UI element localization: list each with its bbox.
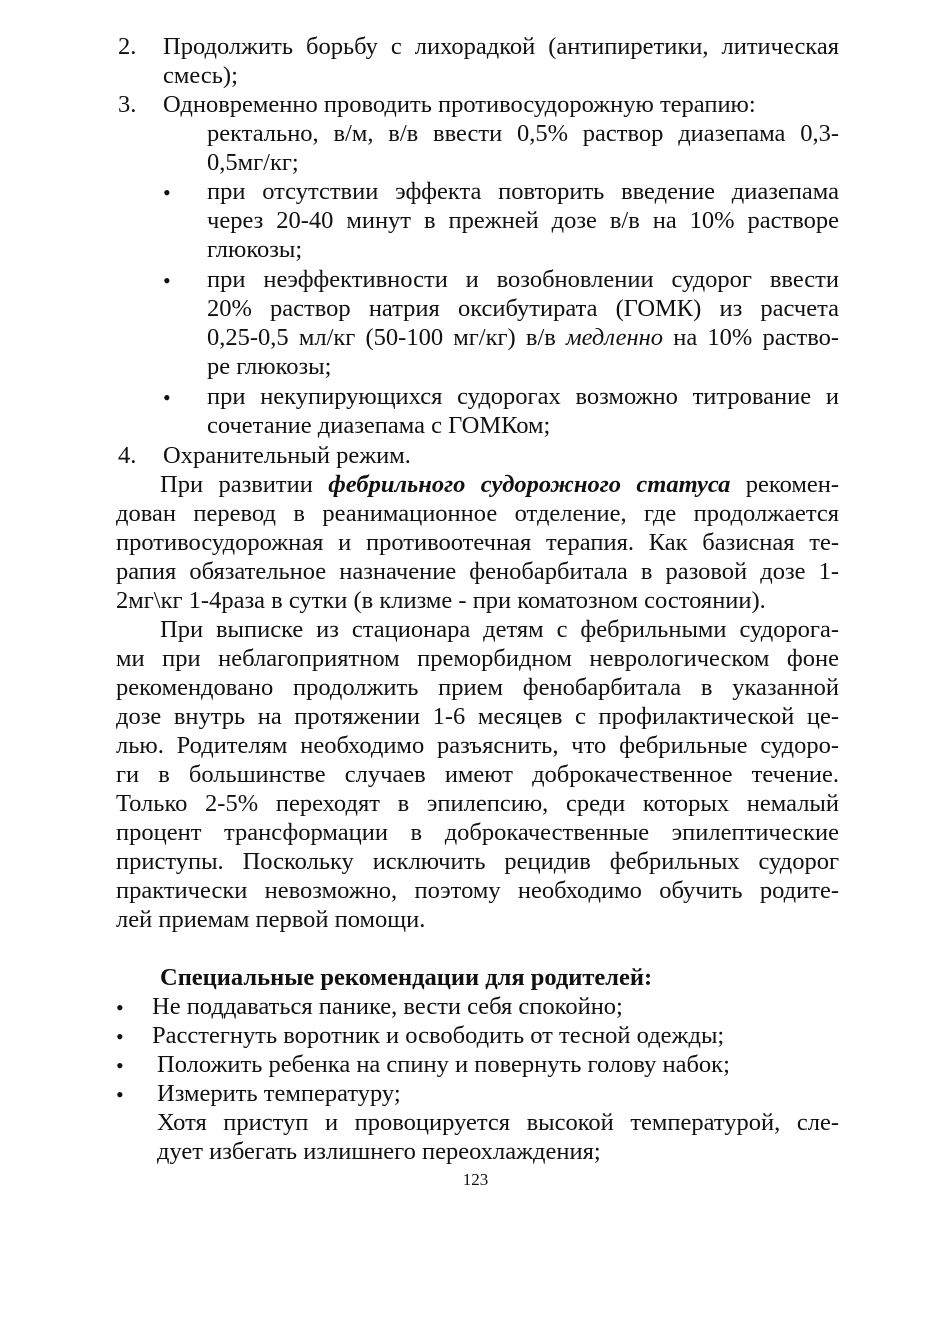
item3-sub2-line3-italic: медленно (566, 324, 664, 351)
item3-sub0-line1: ректально, в/м, в/в ввести 0,5% раствор диазепама 0,3- (207, 120, 839, 147)
para2-line7: Только 2-5% переходят в эпилепсию, среди которых немалый (116, 790, 839, 817)
list-number-4: 4. (118, 442, 137, 469)
item2-line2: смесь); (163, 62, 238, 89)
item3-line1: Одновременно проводить противосудорожную терапию: (163, 91, 756, 118)
para2-line10: практически невозможно, поэтому необходимо обучить родите- (116, 877, 839, 904)
bullet-icon: • (116, 1024, 124, 1049)
bullet-icon: • (163, 385, 171, 410)
para2-line1: При выписке из стационара детям с фебрильными судорога- (160, 616, 839, 643)
item3-sub1-line3: глюкозы; (207, 236, 303, 263)
para2-line9: приступы. Поскольку исключить рецидив фебрильных судорог (116, 848, 839, 875)
item3-sub2-line3 (207, 323, 839, 352)
item3-sub2-line3-post: на 10% раство- (673, 324, 840, 351)
para1-line4: рапия обязательное назначение фенобарбитала в разовой дозе 1- (116, 558, 839, 585)
bullet-icon: • (163, 180, 171, 205)
rec-4: Измерить температуру; (157, 1080, 401, 1107)
item3-sub1-line2: через 20-40 минут в прежней дозе в/в на 10% растворе (207, 207, 839, 234)
para1-line1-post: рекомен- (745, 471, 840, 498)
para1-term: фебрильного судорожного статуса (328, 471, 731, 498)
bullet-icon: • (116, 1053, 124, 1078)
rec-4-cont2: дует избегать излишнего переохлаждения; (157, 1138, 601, 1165)
para2-line8: процент трансформации в доброкачественные эпилептические (116, 819, 839, 846)
para1-line2: дован перевод в реанимационное отделение, где продолжается (116, 500, 839, 527)
item3-sub3-line1: при некупирующихся судорогах возможно титрование и (207, 383, 839, 410)
item3-sub1-line1: при отсутствии эффекта повторить введение диазепама (207, 178, 839, 205)
item3-sub2-line4: ре глюкозы; (207, 353, 332, 380)
rec-2: Расстегнуть воротник и освободить от тесной одежды; (152, 1022, 725, 1049)
section-heading: Специальные рекомендации для родителей: (160, 964, 653, 991)
bullet-icon: • (116, 995, 124, 1020)
bullet-icon: • (163, 268, 171, 293)
list-number-3: 3. (118, 91, 137, 118)
para2-line5: лью. Родителям необходимо разъяснить, что фебрильные судоро- (116, 732, 839, 759)
list-number-2: 2. (118, 33, 137, 60)
item4-line1: Охранительный режим. (163, 442, 411, 469)
item3-sub3-line2: сочетание диазепама с ГОМКом; (207, 412, 551, 439)
bullet-icon: • (116, 1082, 124, 1107)
para2-line2: ми при неблагоприятном преморбидном неврологическом фоне (116, 645, 839, 672)
para2-line6: ги в большинстве случаев имеют доброкачественное течение. (116, 761, 839, 788)
para1-line5: 2мг\кг 1-4раза в сутки (в клизме - при коматозном состоянии). (116, 587, 766, 614)
rec-1: Не поддаваться панике, вести себя спокойно; (152, 993, 623, 1020)
page-number: 123 (462, 1170, 489, 1189)
rec-3: Положить ребенка на спину и повернуть голову набок; (157, 1051, 730, 1078)
para2-line3: рекомендовано продолжить прием фенобарбитала в указанной (116, 674, 839, 701)
item3-sub0-line2: 0,5мг/кг; (207, 149, 299, 176)
rec-4-cont1: Хотя приступ и провоцируется высокой температурой, сле- (157, 1109, 839, 1136)
para1-line1 (160, 470, 839, 499)
para2-line4: дозе внутрь на протяжении 1-6 месяцев с профилактической це- (116, 703, 839, 730)
item3-sub2-line3-pre: 0,25-0,5 мл/кг (50-100 мг/кг) в/в (207, 324, 556, 351)
item2-line1: Продолжить борьбу с лихорадкой (антипиретики, литическая (163, 33, 839, 60)
item3-sub2-line2: 20% раствор натрия оксибутирата (ГОМК) из расчета (207, 295, 839, 322)
item3-sub2-line1: при неэффективности и возобновлении судорог ввести (207, 266, 839, 293)
para1-line3: противосудорожная и противоотечная терапия. Как базисная те- (116, 529, 839, 556)
para2-line11: лей приемам первой помощи. (116, 906, 426, 933)
para1-line1-pre: При развитии (160, 471, 313, 498)
